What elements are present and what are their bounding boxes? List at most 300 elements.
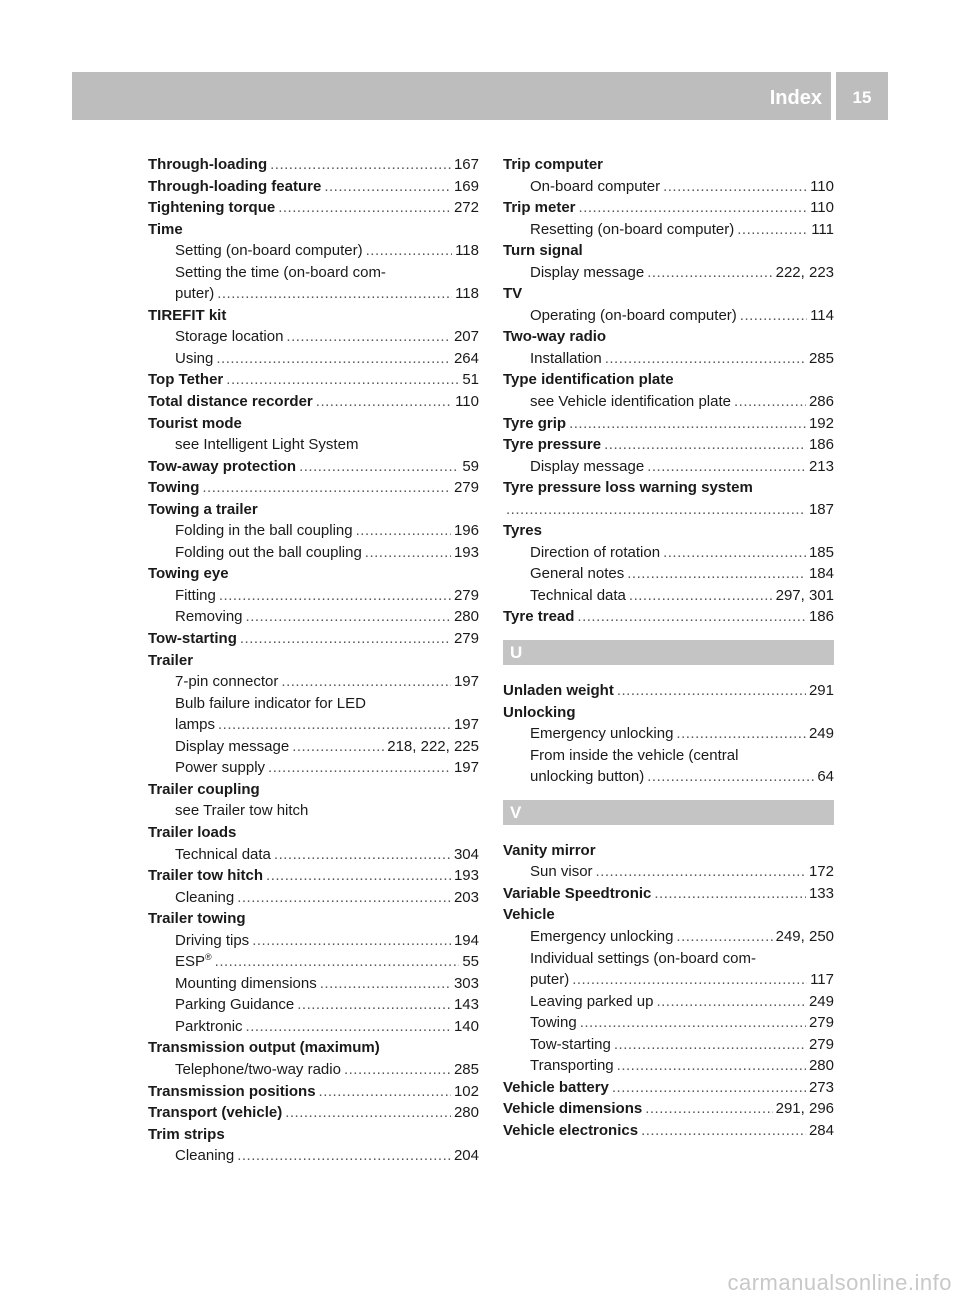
entry-term <box>530 926 673 948</box>
index-entry <box>503 904 834 926</box>
page-reference: 111 <box>811 220 834 238</box>
page-reference: 222, 223 <box>775 263 834 281</box>
leader-dots <box>237 887 451 909</box>
index-subentry <box>148 994 479 1016</box>
leader-dots <box>237 1145 451 1167</box>
entry-term-text: Vehicle <box>503 906 555 924</box>
index-subentry <box>503 745 834 767</box>
entry-term <box>503 154 603 176</box>
leader-dots <box>285 1102 451 1124</box>
registered-mark: ® <box>205 952 212 963</box>
page-number: 15 <box>852 88 872 107</box>
index-subentry <box>148 240 479 262</box>
entry-term <box>148 154 267 176</box>
entry-term <box>530 723 673 745</box>
index-subentry <box>503 766 834 788</box>
index-entry <box>503 680 834 702</box>
index-entry <box>148 176 479 198</box>
entry-term-text: Using <box>175 349 214 367</box>
page-reference: 273 <box>808 1078 834 1096</box>
leader-dots <box>316 391 452 413</box>
index-subentry <box>148 951 479 973</box>
index-entry <box>148 1081 479 1103</box>
index-entry <box>148 563 479 585</box>
index-subentry <box>148 1016 479 1038</box>
entry-term-text: Vanity mirror <box>503 841 596 859</box>
leader-dots <box>344 1059 451 1081</box>
page-reference: 193 <box>453 543 479 561</box>
index-subentry <box>503 391 834 413</box>
entry-term <box>503 1120 638 1142</box>
entry-term-text: Tyre pressure loss warning system <box>503 479 753 497</box>
index-subentry <box>148 736 479 758</box>
entry-term-text: Tyres <box>503 522 542 540</box>
index-subentry <box>503 723 834 745</box>
entry-term <box>530 305 737 327</box>
entry-term <box>503 1098 642 1120</box>
page-reference: 280 <box>453 608 479 626</box>
entry-term <box>175 757 265 779</box>
entry-term <box>503 520 542 542</box>
page-reference: 185 <box>808 543 834 561</box>
entry-term-text: Vehicle battery <box>503 1078 609 1096</box>
page-reference: 114 <box>810 306 834 324</box>
index-entry <box>148 908 479 930</box>
entry-term-text: Installation <box>530 349 602 367</box>
index-entry <box>148 154 479 176</box>
entry-term <box>530 991 653 1013</box>
page-reference: 197 <box>453 759 479 777</box>
entry-term-text: Direction of rotation <box>530 543 661 561</box>
entry-term-text: Trailer loads <box>148 823 237 841</box>
index-subentry <box>148 671 479 693</box>
index-subentry <box>503 262 834 284</box>
index-subentry <box>148 800 479 822</box>
section-title: Index <box>769 87 822 109</box>
page-reference: 218, 222, 225 <box>387 737 479 755</box>
index-subentry <box>503 542 834 564</box>
entry-term-text: Through-loading feature <box>148 177 322 195</box>
entry-term <box>503 477 753 499</box>
leader-dots <box>627 563 806 585</box>
index-entry <box>148 628 479 650</box>
leader-dots <box>217 283 452 305</box>
page-reference: 184 <box>808 565 834 583</box>
entry-term-text: Individual settings (on-board com- <box>530 949 756 967</box>
index-subentry <box>148 434 479 456</box>
index-subentry <box>148 1145 479 1167</box>
leader-dots <box>596 861 806 883</box>
leader-dots <box>614 1034 806 1056</box>
leader-dots <box>202 477 451 499</box>
index-entry <box>503 840 834 862</box>
entry-term-text: 7-pin connector <box>175 673 279 691</box>
entry-term-text: Vehicle dimensions <box>503 1100 643 1118</box>
page-reference: 110 <box>455 393 479 411</box>
page-reference: 291 <box>808 682 834 700</box>
index-entry <box>503 197 834 219</box>
index-subentry <box>148 714 479 736</box>
page-header <box>72 72 888 120</box>
leader-dots <box>218 714 451 736</box>
entry-term-text: see Vehicle identification plate <box>530 393 731 411</box>
entry-term-text: Bulb failure indicator for LED <box>175 694 366 712</box>
page-reference: 169 <box>453 177 479 195</box>
entry-term <box>530 456 644 478</box>
entry-term-text: Emergency unlocking <box>530 927 674 945</box>
index-subentry <box>148 283 479 305</box>
entry-term-text: Vehicle electronics <box>503 1121 639 1139</box>
page-reference: 192 <box>808 414 834 432</box>
entry-term <box>175 542 362 564</box>
section-letter-header: V <box>503 800 834 825</box>
leader-dots <box>268 757 451 779</box>
page-reference: 143 <box>453 996 479 1014</box>
index-entry <box>148 779 479 801</box>
index-subentry <box>148 693 479 715</box>
index-subentry <box>148 520 479 542</box>
entry-term <box>175 671 278 693</box>
page-reference: 291, 296 <box>775 1100 834 1118</box>
page-reference: 172 <box>808 863 834 881</box>
entry-term <box>175 1016 243 1038</box>
leader-dots <box>676 926 772 948</box>
index-subentry <box>148 1059 479 1081</box>
entry-term-text: Trailer tow hitch <box>148 867 264 885</box>
index-subentry <box>148 844 479 866</box>
index-subentry <box>503 219 834 241</box>
index-subentry <box>148 348 479 370</box>
entry-term <box>175 930 249 952</box>
leader-dots <box>572 969 807 991</box>
index-entry <box>148 369 479 391</box>
index-entry <box>503 520 834 542</box>
entry-term <box>175 262 386 284</box>
entry-term <box>530 262 644 284</box>
entry-term-text: Sun visor <box>530 863 593 881</box>
entry-term-text: Emergency unlocking <box>530 725 674 743</box>
entry-term <box>175 994 294 1016</box>
entry-term <box>175 434 358 456</box>
entry-term-text: Towing <box>530 1014 577 1032</box>
entry-term-text: Resetting (on-board computer) <box>530 220 735 238</box>
index-entry <box>148 1102 479 1124</box>
entry-term <box>530 585 626 607</box>
page-reference: 279 <box>808 1035 834 1053</box>
leader-dots <box>737 219 808 241</box>
entry-term <box>175 714 215 736</box>
entry-term-text: Type identification plate <box>503 371 674 389</box>
index-subentry <box>148 606 479 628</box>
entry-term <box>175 693 366 715</box>
page-reference: 286 <box>808 393 834 411</box>
entry-term-text: Variable Speedtronic <box>503 884 652 902</box>
section-spacer <box>503 665 834 680</box>
index-entry <box>148 822 479 844</box>
index-entry <box>148 305 479 327</box>
index-subentry <box>503 991 834 1013</box>
leader-dots <box>645 1098 772 1120</box>
index-column-right <box>503 154 834 1141</box>
index-entry <box>148 219 479 241</box>
entry-term <box>148 822 236 844</box>
page-reference: 280 <box>453 1104 479 1122</box>
leader-dots <box>320 973 451 995</box>
index-subentry <box>503 1012 834 1034</box>
index-entry <box>503 413 834 435</box>
leader-dots <box>617 1055 806 1077</box>
entry-term-text: Parktronic <box>175 1017 243 1035</box>
page-reference: 55 <box>462 953 479 971</box>
index-entry <box>148 499 479 521</box>
entry-term <box>148 305 226 327</box>
index-subentry <box>148 887 479 909</box>
entry-term <box>175 1059 341 1081</box>
leader-dots <box>246 1016 451 1038</box>
entry-term-text: puter) <box>530 971 570 989</box>
page-reference: 279 <box>453 586 479 604</box>
index-subentry <box>503 926 834 948</box>
entry-term-text: Time <box>148 220 183 238</box>
leader-dots <box>647 262 772 284</box>
index-entry <box>148 413 479 435</box>
entry-term <box>148 1102 282 1124</box>
index-entry <box>148 1037 479 1059</box>
entry-term-text: Tyre grip <box>503 414 567 432</box>
entry-term <box>530 563 624 585</box>
entry-term <box>530 391 731 413</box>
page-reference: 207 <box>453 328 479 346</box>
leader-dots <box>366 240 452 262</box>
entry-term <box>530 1012 577 1034</box>
entry-term-text: Display message <box>175 737 290 755</box>
entry-term-text: Trailer towing <box>148 910 246 928</box>
entry-term-text: Parking Guidance <box>175 996 295 1014</box>
entry-term-text: Fitting <box>175 586 216 604</box>
page-reference: 280 <box>808 1057 834 1075</box>
leader-dots <box>663 176 807 198</box>
section-spacer <box>503 628 834 640</box>
leader-dots <box>612 1077 806 1099</box>
leader-dots <box>356 520 451 542</box>
entry-term <box>148 1081 316 1103</box>
index-entry <box>148 865 479 887</box>
leader-dots <box>647 766 814 788</box>
index-subentry <box>148 973 479 995</box>
page-reference: 279 <box>453 630 479 648</box>
page-reference: 118 <box>455 285 479 303</box>
entry-term <box>175 844 271 866</box>
page-reference: 249, 250 <box>775 927 834 945</box>
entry-term-text: Setting (on-board computer) <box>175 242 363 260</box>
entry-term <box>503 680 614 702</box>
entry-term <box>503 240 583 262</box>
page-reference: 110 <box>810 177 834 195</box>
entry-term-text: Display message <box>530 263 645 281</box>
index-entry <box>503 1077 834 1099</box>
entry-term-text: Transmission positions <box>148 1082 316 1100</box>
index-entry <box>148 477 479 499</box>
entry-term-text: Towing <box>148 479 200 497</box>
entry-term <box>175 1145 234 1167</box>
entry-term-text: ESP <box>175 953 206 971</box>
watermark: carmanualsonline.info <box>727 1270 952 1295</box>
index-entry <box>503 499 834 521</box>
entry-term-text: Tow-starting <box>148 630 237 648</box>
entry-term-text: Trim strips <box>148 1125 225 1143</box>
entry-term <box>148 865 263 887</box>
entry-term-text: From inside the vehicle (central <box>530 746 739 764</box>
entry-term <box>530 948 756 970</box>
entry-term-text: Towing eye <box>148 565 229 583</box>
leader-dots <box>240 628 451 650</box>
index-subentry <box>503 563 834 585</box>
page-reference: 304 <box>453 845 479 863</box>
index-entry <box>503 883 834 905</box>
entry-term <box>175 240 363 262</box>
entry-term <box>175 520 353 542</box>
entry-term-text: Folding in the ball coupling <box>175 522 353 540</box>
entry-term-text: Transmission output (maximum) <box>148 1039 380 1057</box>
page-reference: 197 <box>453 673 479 691</box>
entry-term-text: Operating (on-board computer) <box>530 306 737 324</box>
entry-term-text: Top Tether <box>148 371 224 389</box>
entry-term-text: unlocking button) <box>530 768 645 786</box>
leader-dots <box>215 951 460 973</box>
entry-term <box>148 563 229 585</box>
page-reference: 213 <box>808 457 834 475</box>
leader-dots <box>734 391 806 413</box>
leader-dots <box>281 671 451 693</box>
leader-dots <box>270 154 451 176</box>
leader-dots <box>569 413 806 435</box>
entry-term <box>148 413 242 435</box>
entry-term-text: Display message <box>530 457 645 475</box>
leader-dots <box>605 348 806 370</box>
entry-term-text: see Trailer tow hitch <box>175 802 309 820</box>
entry-term-text: Storage location <box>175 328 284 346</box>
page-reference: 133 <box>808 884 834 902</box>
entry-term-text: Mounting dimensions <box>175 974 317 992</box>
entry-term <box>503 283 522 305</box>
leader-dots <box>656 991 806 1013</box>
entry-term <box>148 779 260 801</box>
index-entry <box>503 702 834 724</box>
entry-term <box>175 606 243 628</box>
page-reference: 264 <box>453 349 479 367</box>
leader-dots <box>286 326 451 348</box>
index-column-left <box>148 154 479 1167</box>
entry-term <box>503 883 651 905</box>
entry-term <box>530 348 602 370</box>
entry-term-text: TIREFIT kit <box>148 306 227 324</box>
leader-dots <box>278 197 451 219</box>
page-reference: 272 <box>453 199 479 217</box>
entry-term-text: Two-way radio <box>503 328 607 346</box>
leader-dots <box>579 197 808 219</box>
entry-term <box>148 499 258 521</box>
entry-term-text: Technical data <box>175 845 271 863</box>
entry-term <box>148 908 246 930</box>
index-entry <box>148 1124 479 1146</box>
leader-dots <box>580 1012 806 1034</box>
entry-term <box>503 606 574 628</box>
page-reference: 167 <box>453 156 479 173</box>
entry-term <box>503 1077 609 1099</box>
entry-term-text: Power supply <box>175 759 266 777</box>
page-reference: 197 <box>453 716 479 734</box>
page-reference: 297, 301 <box>775 586 834 604</box>
entry-term <box>175 800 308 822</box>
entry-term <box>148 1124 225 1146</box>
entry-term-text: Cleaning <box>175 888 235 906</box>
entry-term-text: General notes <box>530 565 625 583</box>
entry-term <box>503 413 566 435</box>
index-subentry <box>503 948 834 970</box>
page-reference: 140 <box>453 1017 479 1035</box>
entry-term <box>175 585 216 607</box>
entry-term <box>503 369 674 391</box>
entry-term-text: Unladen weight <box>503 682 614 700</box>
entry-term <box>148 1037 380 1059</box>
entry-term <box>503 840 596 862</box>
index-subentry <box>148 262 479 284</box>
entry-term <box>503 434 601 456</box>
page-reference: 279 <box>453 479 479 497</box>
page-reference: 186 <box>808 436 834 454</box>
index-entry <box>503 154 834 176</box>
leader-dots <box>740 305 807 327</box>
page-reference: 194 <box>453 931 479 949</box>
page-reference: 193 <box>453 867 479 885</box>
entry-term-text: Unlocking <box>503 703 576 721</box>
index-entry <box>503 1120 834 1142</box>
entry-term <box>503 326 606 348</box>
index-subentry <box>148 930 479 952</box>
index-subentry <box>503 1034 834 1056</box>
entry-term-text: Tyre pressure <box>503 436 602 454</box>
entry-term <box>530 969 569 991</box>
entry-term-text: Driving tips <box>175 931 250 949</box>
page-reference: 187 <box>808 500 834 518</box>
entry-term <box>530 542 660 564</box>
index-entry <box>503 283 834 305</box>
entry-term-text: Trip meter <box>503 199 576 217</box>
entry-term-text: Trailer coupling <box>148 780 260 798</box>
entry-term <box>530 176 660 198</box>
entry-term <box>530 766 644 788</box>
entry-term-text: Total distance recorder <box>148 393 313 411</box>
entry-term <box>530 861 593 883</box>
leader-dots <box>319 1081 451 1103</box>
leader-dots <box>297 994 451 1016</box>
index-subentry <box>148 542 479 564</box>
entry-term-text: Transporting <box>530 1057 614 1075</box>
index-subentry <box>503 1055 834 1077</box>
entry-term <box>503 702 576 724</box>
page-reference: 118 <box>455 242 479 260</box>
index-entry <box>503 1098 834 1120</box>
leader-dots <box>365 542 451 564</box>
leader-dots <box>577 606 806 628</box>
entry-term <box>175 973 317 995</box>
entry-term <box>175 887 234 909</box>
page-reference: 279 <box>808 1014 834 1032</box>
index-entry <box>503 240 834 262</box>
entry-term <box>175 283 214 305</box>
page-reference: 51 <box>462 371 479 389</box>
page-reference: 196 <box>453 522 479 540</box>
